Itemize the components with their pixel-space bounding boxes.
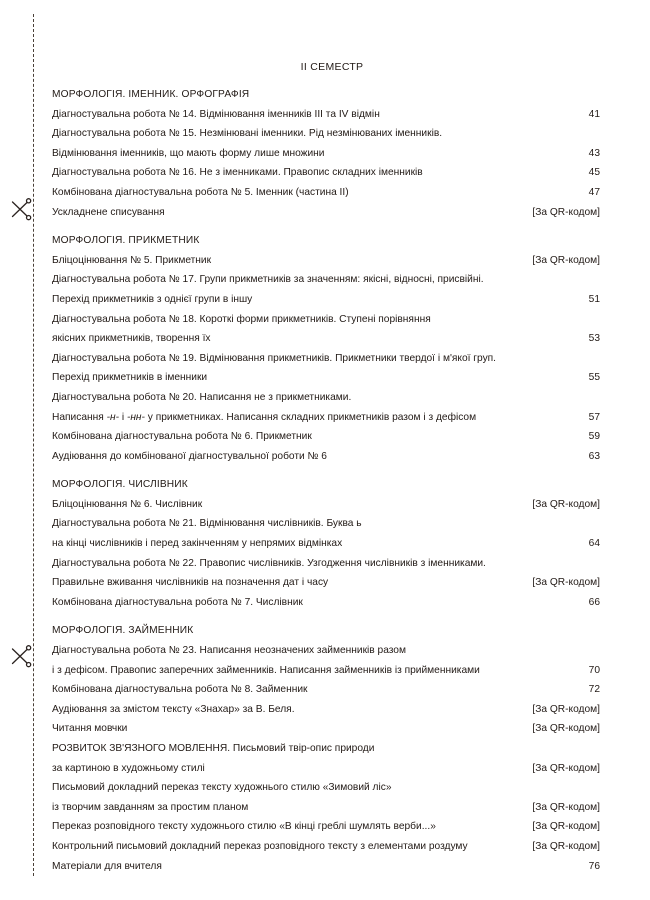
- toc-entry[interactable]: [52, 163, 600, 183]
- qr-code-label: [За QR-кодом]: [532, 762, 600, 774]
- section-heading: МОРФОЛОГІЯ. ЗАЙМЕННИК: [52, 625, 194, 637]
- dot-leader: [131, 735, 529, 736]
- toc-entry-text: Комбінована діагностувальна робота № 5. Іменник (частина II): [52, 186, 349, 198]
- toc-entry-line-continued: [52, 778, 600, 798]
- toc-entry-text: Ускладнене списування: [52, 206, 165, 218]
- toc-entry-text: Діагностувальна робота № 17. Групи прикметників за значенням: якісні, відносні, присвійні.: [52, 274, 484, 286]
- toc-entry-text: Діагностувальна робота № 23. Написання неозначених займенників разом: [52, 645, 406, 657]
- qr-code-label: [За QR-кодом]: [532, 577, 600, 589]
- qr-code-label: [За QR-кодом]: [532, 206, 600, 218]
- dot-leader: [215, 266, 529, 267]
- dot-leader: [346, 550, 585, 551]
- page-number: 59: [588, 431, 600, 443]
- toc-entry-line: [52, 817, 600, 837]
- toc-entry-line: [52, 857, 600, 877]
- dot-leader: [329, 159, 586, 160]
- toc-entry-line-continued: [52, 349, 600, 369]
- page-number: 66: [588, 596, 600, 608]
- page-number: 41: [588, 108, 600, 120]
- page-number: 76: [588, 860, 600, 872]
- toc-entry-text: Письмовий докладний переказ тексту художнього стилю «Зимовий ліс»: [52, 782, 392, 794]
- page-title: II СЕМЕСТР: [300, 61, 364, 73]
- toc-entry-line: [52, 329, 600, 349]
- toc-entry[interactable]: [52, 427, 600, 447]
- dot-leader: [209, 774, 530, 775]
- toc-entry-line: [52, 144, 600, 164]
- toc-entry-text: Діагностувальна робота № 19. Відмінювання прикметників. Прикметники твердої і м'якої груп.: [52, 352, 497, 364]
- toc-entry-line: [52, 593, 600, 613]
- dot-leader: [484, 676, 586, 677]
- toc-entry-text: Написання -н- і -нн- у прикметниках. Написання складних прикметників разом і з дефісом: [52, 411, 477, 423]
- qr-code-label: [За QR-кодом]: [532, 498, 600, 510]
- section-heading: МОРФОЛОГІЯ. ПРИКМЕТНИК: [52, 235, 200, 247]
- dot-leader: [256, 306, 585, 307]
- toc-entry-text: Діагностувальна робота № 22. Правопис числівників. Узгодження числівників з іменниками.: [52, 557, 486, 569]
- qr-code-label: [За QR-кодом]: [532, 723, 600, 735]
- page-number: 64: [588, 538, 600, 550]
- toc-entry[interactable]: [52, 495, 600, 515]
- dot-leader: [353, 199, 586, 200]
- page-number: 72: [588, 684, 600, 696]
- dot-leader: [472, 853, 530, 854]
- dot-leader: [427, 179, 586, 180]
- page-number: 53: [588, 333, 600, 345]
- dot-leader: [332, 589, 529, 590]
- dot-leader: [215, 345, 586, 346]
- scissors-icon: [8, 643, 34, 669]
- toc-entry-line: [52, 495, 600, 515]
- toc-entry[interactable]: [52, 700, 600, 720]
- dot-leader: [166, 872, 586, 873]
- qr-code-label: [За QR-кодом]: [532, 254, 600, 266]
- toc-entry-line: [52, 798, 600, 818]
- toc-entry[interactable]: [52, 447, 600, 467]
- toc-entry-text: РОЗВИТОК ЗВ'ЯЗНОГО МОВЛЕННЯ. Письмовий твір-опис природи: [52, 743, 375, 754]
- toc-entry-text: Перехід прикметників в іменники: [52, 372, 208, 384]
- toc-entry[interactable]: [52, 203, 600, 223]
- toc-entry[interactable]: [52, 124, 600, 163]
- qr-code-label: [За QR-кодом]: [532, 840, 600, 852]
- dot-leader: [299, 715, 530, 716]
- toc-entry-line-continued: [52, 641, 600, 661]
- toc-entry-text: Аудіювання до комбінованої діагностувальної роботи № 6: [52, 450, 327, 462]
- toc-entry-text: із творчим завданням за простим планом: [52, 801, 249, 813]
- toc-entry[interactable]: [52, 251, 600, 271]
- page-number: 70: [588, 664, 600, 676]
- toc-entry-line-continued: [52, 739, 600, 759]
- toc-entry[interactable]: [52, 641, 600, 680]
- toc-entry-text: Бліцоцінювання № 6. Числівник: [52, 498, 203, 510]
- toc-entry-text: Правильне вживання числівників на позначення дат і часу: [52, 577, 329, 589]
- dot-leader: [440, 833, 530, 834]
- section-heading: МОРФОЛОГІЯ. ЧИСЛІВНИК: [52, 479, 188, 491]
- toc-entry-text: на кінці числівників і перед закінченням у непрямих відмінках: [52, 538, 343, 550]
- toc-entry-line: [52, 203, 600, 223]
- toc-entry[interactable]: [52, 857, 600, 877]
- toc-entry-line-continued: [52, 124, 600, 144]
- toc-entry-text: Комбінована діагностувальна робота № 7. Числівник: [52, 596, 303, 608]
- toc-entry-text: Матеріали для вчителя: [52, 860, 162, 872]
- toc-entry-line: [52, 534, 600, 554]
- toc-entry-line: [52, 408, 600, 428]
- dot-leader: [252, 813, 529, 814]
- dot-leader: [384, 120, 586, 121]
- toc-entry-line: [52, 661, 600, 681]
- toc-entry-text: і з дефісом. Правопис заперечних займенників. Написання займенників із прийменниками: [52, 664, 480, 676]
- dot-leader: [480, 423, 586, 424]
- toc-entry[interactable]: [52, 837, 600, 857]
- toc-entry-line: [52, 251, 600, 271]
- toc-entry-text: Діагностувальна робота № 16. Не з іменниками. Правопис складних іменників: [52, 167, 423, 179]
- toc-entry-text: Аудіювання за змістом тексту «Знахар» за В. Беля.: [52, 703, 295, 715]
- toc-entry-line: [52, 447, 600, 467]
- toc-entry-text: Комбінована діагностувальна робота № 8. Займенник: [52, 684, 308, 696]
- toc-entry-text: Діагностувальна робота № 18. Короткі форми прикметників. Ступені порівняння: [52, 313, 431, 325]
- toc-entry-line-continued: [52, 554, 600, 574]
- toc-entry[interactable]: [52, 514, 600, 553]
- toc-entry-line-continued: [52, 514, 600, 534]
- toc-entry[interactable]: [52, 349, 600, 388]
- toc-entry-text: Комбінована діагностувальна робота № 6. Прикметник: [52, 431, 312, 443]
- table-of-contents: [52, 85, 600, 876]
- toc-entry-line: [52, 719, 600, 739]
- page-number: 45: [588, 167, 600, 179]
- toc-entry[interactable]: [52, 719, 600, 739]
- toc-entry[interactable]: [52, 680, 600, 700]
- toc-entry-line: [52, 427, 600, 447]
- cut-along-dashed-line: [33, 14, 34, 876]
- toc-entry[interactable]: [52, 310, 600, 349]
- toc-entry[interactable]: [52, 554, 600, 593]
- page-number: 51: [588, 293, 600, 305]
- toc-entry[interactable]: [52, 388, 600, 427]
- toc-entry-line: [52, 290, 600, 310]
- toc-entry[interactable]: [52, 778, 600, 817]
- section-heading: МОРФОЛОГІЯ. ІМЕННИК. ОРФОГРАФІЯ: [52, 89, 250, 100]
- toc-entry-text: Діагностувальна робота № 20. Написання не з прикметниками.: [52, 391, 352, 403]
- toc-entry[interactable]: [52, 739, 600, 778]
- toc-entry[interactable]: [52, 593, 600, 613]
- scissors-icon: [8, 196, 34, 222]
- page-number: 63: [588, 450, 600, 462]
- toc-entry-line: [52, 163, 600, 183]
- qr-code-label: [За QR-кодом]: [532, 801, 600, 813]
- toc-entry-line-continued: [52, 388, 600, 408]
- toc-entry-text: Перехід прикметників з однієї групи в іншу: [52, 293, 253, 305]
- section-spacer: [52, 612, 600, 621]
- toc-entry-line: [52, 759, 600, 779]
- toc-entry-text: Діагностувальна робота № 15. Незмінювані іменники. Рід незмінюваних іменників.: [52, 128, 443, 140]
- page-number: 55: [588, 372, 600, 384]
- dot-leader: [206, 510, 529, 511]
- toc-entry[interactable]: [52, 183, 600, 203]
- page-number: 57: [588, 411, 600, 423]
- toc-entry-text: Переказ розповідного тексту художнього стилю «В кінці греблі шумлять верби...»: [52, 821, 436, 833]
- dot-leader: [331, 462, 586, 463]
- toc-entry-text: Діагностувальна робота № 14. Відмінювання іменників III та IV відмін: [52, 108, 380, 120]
- toc-entry-line-continued: [52, 270, 600, 290]
- toc-entry-text: Відмінювання іменників, що мають форму лише множини: [52, 147, 325, 159]
- dot-leader: [316, 443, 586, 444]
- toc-entry-text: Бліцоцінювання № 5. Прикметник: [52, 254, 212, 266]
- toc-entry-text: за картиною в художньому стилі: [52, 762, 205, 774]
- toc-entry-line: [52, 573, 600, 593]
- toc-entry[interactable]: [52, 105, 600, 125]
- toc-entry[interactable]: [52, 270, 600, 309]
- section-spacer: [52, 222, 600, 231]
- qr-code-label: [За QR-кодом]: [532, 821, 600, 833]
- toc-entry-text: Контрольний письмовий докладний переказ розповідного тексту з елементами роздуму: [52, 840, 468, 852]
- toc-entry-text: Читання мовчки: [52, 723, 128, 735]
- dot-leader: [211, 384, 586, 385]
- toc-entry-line: [52, 183, 600, 203]
- toc-entry-line: [52, 368, 600, 388]
- toc-entry-line: [52, 680, 600, 700]
- toc-entry-text: якісних прикметників, творення їх: [52, 333, 211, 345]
- dot-leader: [307, 608, 586, 609]
- qr-code-label: [За QR-кодом]: [532, 703, 600, 715]
- toc-entry[interactable]: [52, 817, 600, 837]
- page-number: 43: [588, 147, 600, 159]
- toc-entry-text: Діагностувальна робота № 21. Відмінювання числівників. Буква ь: [52, 518, 362, 530]
- toc-entry-line: [52, 105, 600, 125]
- dot-leader: [311, 696, 585, 697]
- section-spacer: [52, 466, 600, 475]
- toc-entry-line: [52, 700, 600, 720]
- toc-page: [52, 0, 600, 900]
- toc-entry-line-continued: [52, 310, 600, 330]
- toc-entry-line: [52, 837, 600, 857]
- page-number: 47: [588, 186, 600, 198]
- dot-leader: [169, 218, 530, 219]
